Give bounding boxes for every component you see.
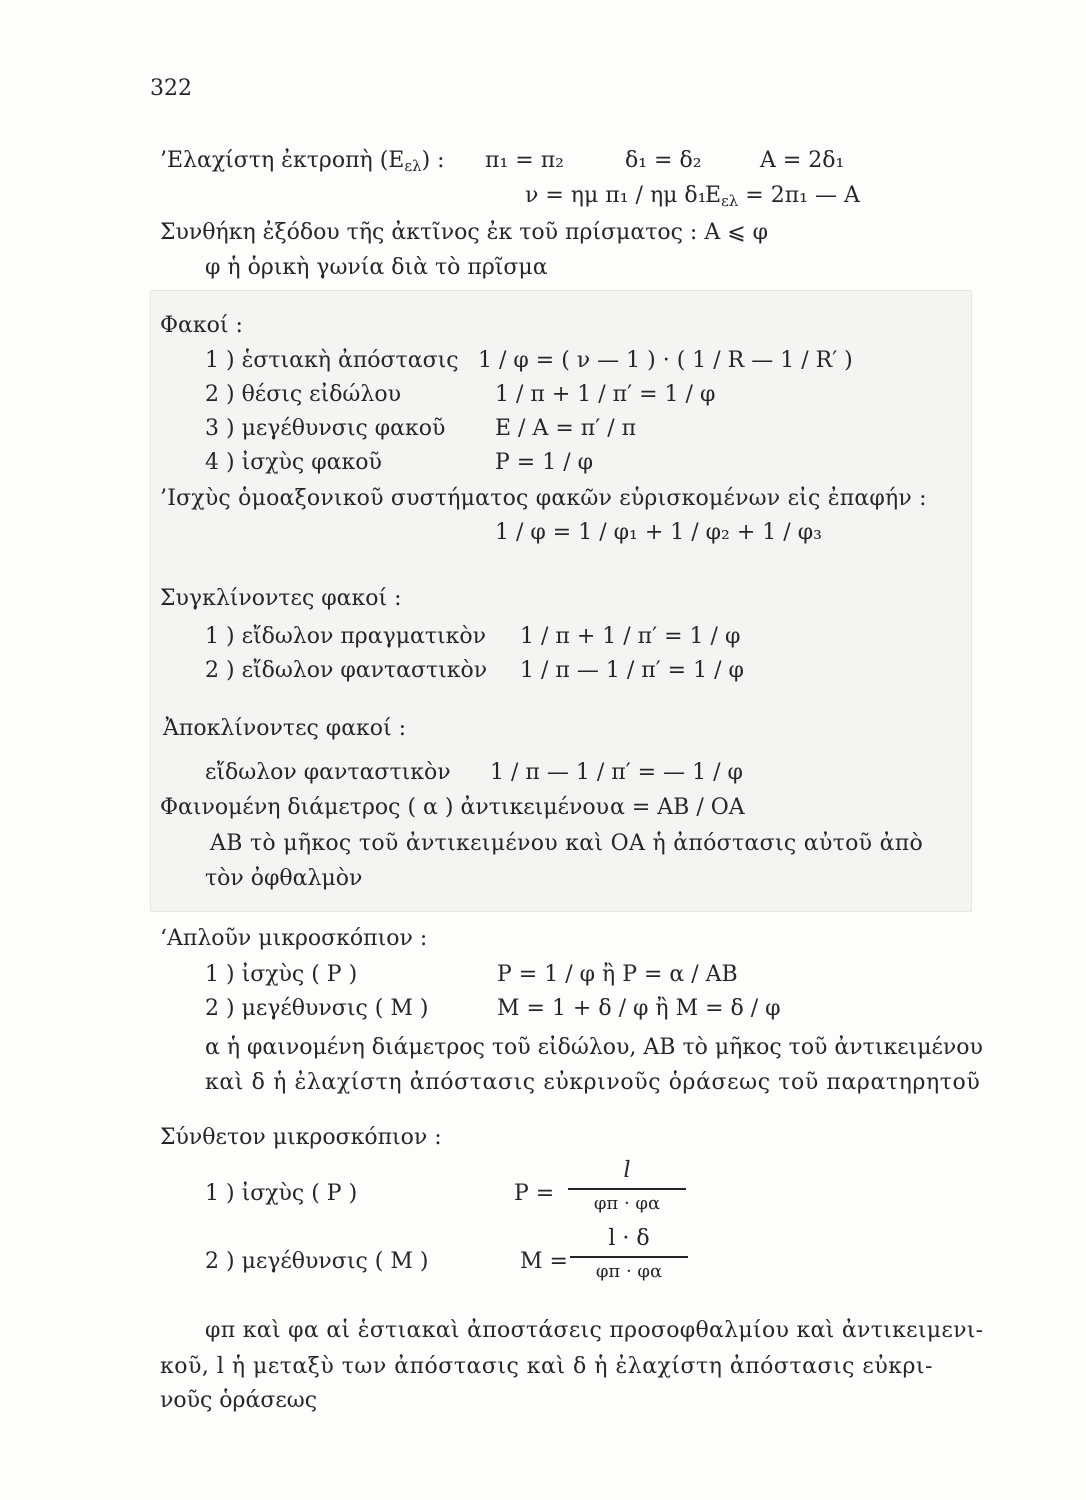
simple-microscope-power-label: 1 ) ἰσχὺς ( Ρ ): [205, 962, 358, 987]
mag-denominator: φπ · φα: [595, 1260, 663, 1282]
lenses-heading: Φακοί :: [160, 313, 243, 338]
lens-image-position-formula: 1 / π + 1 / π′ = 1 / φ: [495, 382, 716, 407]
lens-power-label: 4 ) ἰσχὺς φακοῦ: [205, 450, 382, 475]
compound-microscope-mag-label: 2 ) μεγέθυνσις ( Μ ): [205, 1249, 429, 1274]
page-number: 322: [150, 76, 192, 101]
lens-system-formula: 1 / φ = 1 / φ₁ + 1 / φ₂ + 1 / φ₃: [495, 520, 822, 545]
apparent-diameter-note-2: τὸν ὀφθαλμὸν: [205, 866, 363, 891]
power-fraction-bar: [568, 1188, 686, 1190]
simple-microscope-heading: ‘Απλοῦν μικροσκόπιον :: [160, 926, 428, 951]
mag-numerator: l · δ: [608, 1226, 650, 1251]
compound-microscope-note-1: φπ καὶ φα αἱ ἑστιακαὶ ἀποστάσεις προσοφθαλμίου καὶ ἀντικειμενι-: [205, 1318, 984, 1343]
lens-magnification-formula: Ε / Α = π′ / π: [495, 416, 637, 441]
exit-condition-note: φ ἡ ὁρικὴ γωνία διὰ τὸ πρῖσμα: [205, 255, 548, 280]
power-denominator: φπ · φα: [593, 1192, 661, 1214]
compound-microscope-note-3: νοῦς ὁράσεως: [160, 1388, 318, 1413]
compound-microscope-note-2: κοῦ, l ἡ μεταξὺ των ἀπόστασις καὶ δ ἡ ἐλαχίστη ἀπόστασις εὐκρι-: [160, 1354, 933, 1379]
compound-microscope-heading: Σύνθετον μικροσκόπιον :: [160, 1125, 442, 1150]
min-deviation-eq-delta: δ₁ = δ₂: [625, 148, 702, 173]
exit-condition-text: Συνθήκη ἐξόδου τῆς ἀκτῖνος ἐκ τοῦ πρίσματος : Α ⩽ φ: [160, 220, 769, 245]
compound-microscope-mag-lhs: Μ =: [520, 1249, 568, 1274]
diverging-label: εἴδωλον φανταστικὸν: [205, 760, 451, 785]
compound-microscope-mag-fraction: [570, 1228, 688, 1281]
apparent-diameter-text: Φαινομένη διάμετρος ( α ) ἀντικειμένου: [160, 795, 609, 820]
apparent-diameter-formula: α = ΑΒ / ΟΑ: [610, 795, 745, 820]
min-deviation-eq-angles: π₁ = π₂: [485, 148, 564, 173]
lens-magnification-label: 3 ) μεγέθυνσις φακοῦ: [205, 416, 446, 441]
converging-heading: Συγκλίνοντες φακοί :: [160, 586, 402, 611]
lens-focal-length-label: 1 ) ἑστιακὴ ἀπόστασις: [205, 348, 459, 373]
power-numerator: l: [623, 1158, 631, 1183]
lens-power-formula: Ρ = 1 / φ: [495, 450, 594, 475]
apparent-diameter-note-1: ΑΒ τὸ μῆκος τοῦ ἀντικειμένου καὶ ΟΑ ἡ ἀπόστασις αὐτοῦ ἀπὸ: [210, 831, 924, 856]
lens-focal-length-formula: 1 / φ = ( ν — 1 ) · ( 1 / R — 1 / R′ ): [478, 348, 853, 373]
simple-microscope-note-2: καὶ δ ἡ ἐλαχίστη ἀπόστασις εὐκρινοῦς ὁράσεως τοῦ παρατηρητοῦ: [205, 1070, 981, 1095]
min-deviation-eq-index: ν = ημ π₁ / ημ δ₁: [525, 183, 707, 208]
converging-virtual-formula: 1 / π — 1 / π′ = 1 / φ: [520, 658, 744, 683]
simple-microscope-mag-label: 2 ) μεγέθυνσις ( Μ ): [205, 996, 429, 1021]
converging-real-label: 1 ) εἴδωλον πραγματικὸν: [205, 624, 487, 649]
compound-microscope-power-fraction: [568, 1160, 686, 1213]
simple-microscope-mag-formula: Μ = 1 + δ / φ ἢ Μ = δ / φ: [497, 996, 781, 1021]
lens-image-position-label: 2 ) θέσις εἰδώλου: [205, 382, 401, 407]
min-deviation-eq-prism-angle: Α = 2δ₁: [760, 148, 845, 173]
simple-microscope-power-formula: Ρ = 1 / φ ἢ Ρ = α / ΑΒ: [497, 962, 738, 987]
min-deviation-label: ’Ελαχίστη ἐκτροπὴ $(E_{\varepsilon\lambda})$ :: [160, 148, 445, 176]
diverging-formula: 1 / π — 1 / π′ = — 1 / φ: [490, 760, 743, 785]
mag-fraction-bar: [570, 1256, 688, 1258]
diverging-heading: Ἀποκλίνοντες φακοί :: [163, 716, 407, 741]
compound-microscope-power-label: 1 ) ἰσχὺς ( Ρ ): [205, 1181, 358, 1206]
min-deviation-eq-deviation: $E_{\varepsilon\lambda} = 2\pi_1$ — Α: [705, 183, 860, 211]
converging-real-formula: 1 / π + 1 / π′ = 1 / φ: [520, 624, 741, 649]
converging-virtual-label: 2 ) εἴδωλον φανταστικὸν: [205, 658, 488, 683]
compound-microscope-power-lhs: Ρ =: [514, 1181, 555, 1206]
lens-system-text: ’Ισχὺς ὁμοαξονικοῦ συστήματος φακῶν εὑρισκομένων εἰς ἐπαφήν :: [160, 486, 927, 511]
simple-microscope-note-1: α ἡ φαινομένη διάμετρος τοῦ εἰδώλου, ΑΒ τὸ μῆκος τοῦ ἀντικειμένου: [205, 1035, 983, 1060]
